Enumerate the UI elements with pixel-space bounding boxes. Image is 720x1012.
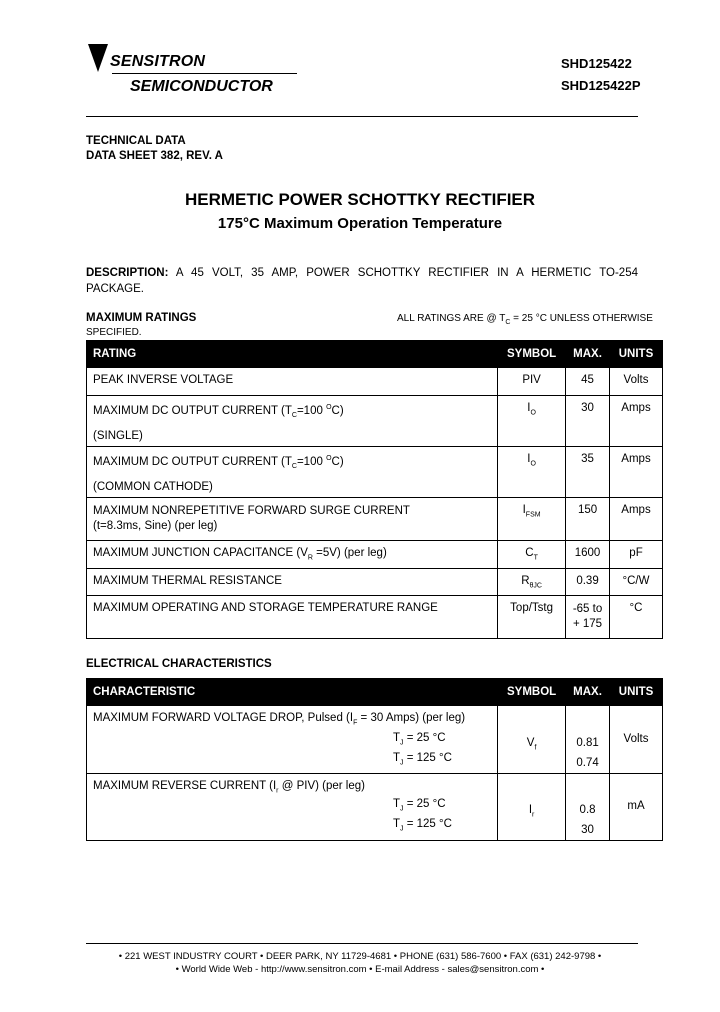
table-row <box>87 498 663 541</box>
company-name: SENSITRON <box>110 53 206 70</box>
col-header-max: MAX. <box>566 341 610 368</box>
symbol-cell: $I_O$ <box>498 396 566 447</box>
table-row <box>87 774 663 841</box>
rating-cell: MAXIMUM OPERATING AND STORAGE TEMPERATURE RANGE <box>87 596 498 639</box>
max-ratings-heading: MAXIMUM RATINGS <box>86 312 197 324</box>
units-cell: pF <box>610 541 663 569</box>
rating-cell: MAXIMUM DC OUTPUT CURRENT ($T_C=100$ $^O$C) (COMMON CATHODE) <box>87 447 498 498</box>
electrical-heading: ELECTRICAL CHARACTERISTICS <box>86 658 272 670</box>
max-cell: 0.81 0.74 <box>566 706 610 774</box>
datasheet-rev: DATA SHEET 382, REV. A <box>86 150 223 162</box>
company-subtitle: SEMICONDUCTOR <box>130 78 273 95</box>
col-header-symbol: SYMBOL <box>498 341 566 368</box>
electrical-table <box>86 678 663 841</box>
description-label: DESCRIPTION: <box>86 267 169 279</box>
units-cell: Amps <box>610 396 663 447</box>
condition-125c: $T_J = 125$ °C <box>393 752 452 767</box>
table-header-row <box>87 341 663 368</box>
symbol-cell: $R_{\theta JC}$ <box>498 569 566 596</box>
header-divider <box>86 116 638 117</box>
description <box>86 265 638 297</box>
rating-cell: MAXIMUM NONREPETITIVE FORWARD SURGE CURRENT (t=8.3ms, Sine) (per leg) <box>87 498 498 541</box>
table-row <box>87 396 663 447</box>
part-number-2: SHD125422P <box>561 78 641 93</box>
table-row <box>87 447 663 498</box>
max-cell: 35 <box>566 447 610 498</box>
table-row <box>87 706 663 774</box>
condition-25c: $T_J = 25$ °C <box>393 798 446 813</box>
max-cell: 0.39 <box>566 569 610 596</box>
max-cell: 1600 <box>566 541 610 569</box>
col-header-rating: RATING <box>87 341 498 368</box>
condition-25c: $T_J = 25$ °C <box>393 732 446 747</box>
logo-underline <box>112 73 297 74</box>
condition-125c: $T_J = 125$ °C <box>393 818 452 833</box>
symbol-cell: $I_{FSM}$ <box>498 498 566 541</box>
characteristic-cell: MAXIMUM FORWARD VOLTAGE DROP, Pulsed ($I_F = 30$ Amps) (per leg) $T_J = 25$ °C $T_J = 125$ °C <box>87 706 498 774</box>
page-subtitle: 175°C Maximum Operation Temperature <box>217 215 503 232</box>
units-cell: °C/W <box>610 569 663 596</box>
logo-triangle-icon <box>88 44 108 72</box>
symbol-cell: $I_O$ <box>498 447 566 498</box>
rating-cell: MAXIMUM DC OUTPUT CURRENT ($T_C=100$ $^O$C) (SINGLE) <box>87 396 498 447</box>
symbol-cell: PIV <box>498 368 566 396</box>
units-cell: mA <box>610 774 663 841</box>
col-header-units: UNITS <box>610 679 663 706</box>
units-cell: Amps <box>610 498 663 541</box>
units-cell: °C <box>610 596 663 639</box>
ratings-note: ALL RATINGS ARE @ $T_C = 25$ °C UNLESS OTHERWISE <box>397 313 653 326</box>
description-text: A 45 VOLT, 35 AMP, POWER SCHOTTKY RECTIFIER IN A HERMETIC TO-254 PACKAGE. <box>86 267 638 295</box>
units-cell: Volts <box>610 368 663 396</box>
rating-cell: PEAK INVERSE VOLTAGE <box>87 368 498 396</box>
symbol-cell: $C_T$ <box>498 541 566 569</box>
rating-cell: MAXIMUM JUNCTION CAPACITANCE $(V_R =5V)$ (per leg) <box>87 541 498 569</box>
footer-address: • 221 WEST INDUSTRY COURT • DEER PARK, NY 11729-4681 • PHONE (631) 586-7600 • FAX (631) 242-9798 • <box>118 951 602 962</box>
symbol-cell: $I_r$ <box>498 774 566 841</box>
symbol-cell: $V_f$ <box>498 706 566 774</box>
col-header-characteristic: CHARACTERISTIC <box>87 679 498 706</box>
symbol-cell: Top/Tstg <box>498 596 566 639</box>
max-ratings-table <box>86 340 663 639</box>
table-row <box>87 368 663 396</box>
characteristic-cell: MAXIMUM REVERSE CURRENT ($I_r$ @ PIV) (per leg) $T_J = 25$ °C $T_J = 125$ °C <box>87 774 498 841</box>
ratings-note-cont: SPECIFIED. <box>86 327 142 338</box>
col-header-units: UNITS <box>610 341 663 368</box>
max-cell: -65 to + 175 <box>566 596 610 639</box>
footer-divider <box>86 943 638 944</box>
max-cell: 0.8 30 <box>566 774 610 841</box>
table-row <box>87 596 663 639</box>
tech-data-label: TECHNICAL DATA <box>86 135 186 147</box>
col-header-max: MAX. <box>566 679 610 706</box>
table-row <box>87 541 663 569</box>
rating-cell: MAXIMUM THERMAL RESISTANCE <box>87 569 498 596</box>
part-number-1: SHD125422 <box>561 56 632 71</box>
table-header-row <box>87 679 663 706</box>
max-cell: 30 <box>566 396 610 447</box>
table-row <box>87 569 663 596</box>
units-cell: Amps <box>610 447 663 498</box>
col-header-symbol: SYMBOL <box>498 679 566 706</box>
max-cell: 150 <box>566 498 610 541</box>
footer-web: • World Wide Web - http://www.sensitron.com • E-mail Address - sales@sensitron.com • <box>175 964 545 975</box>
page-title: HERMETIC POWER SCHOTTKY RECTIFIER <box>184 190 536 209</box>
units-cell: Volts <box>610 706 663 774</box>
max-cell: 45 <box>566 368 610 396</box>
